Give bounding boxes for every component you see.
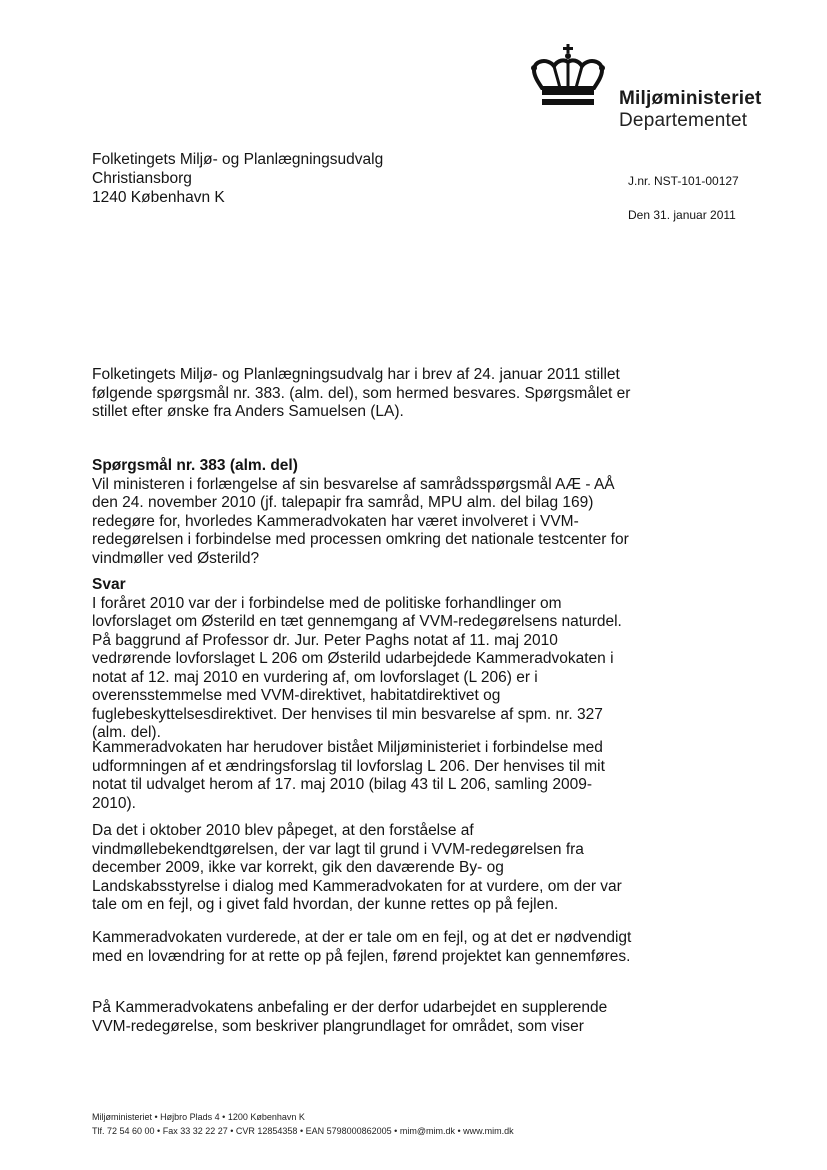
answer-paragraph-block [92, 739, 632, 813]
answer-paragraph: Da det i oktober 2010 blev påpeget, at den forståelse af vindmøllebekendtgørelsen, der var lagt til grund i VVM-redegørelsen fra december 2009, ikke var korrekt, gik den daværende By- og Landskabsstyrelse i dialog med Kammeradvokaten for at vurdere, om der var tale om en fejl, og i givet fald hvordan, der kunne rettes op på fejlen. [92, 822, 622, 913]
answer-paragraph-block [92, 999, 632, 1036]
footer [92, 1110, 514, 1138]
answer-paragraph: På Kammeradvokatens anbefaling er der derfor udarbejdet en supplerende VVM-redegørelse, som beskriver plangrundlaget for området, som viser [92, 999, 608, 1035]
question-text: Vil ministeren i forlængelse af sin besvarelse af samrådsspørgsmål AÆ - AÅ den 24. november 2010 (jf. talepapir fra samråd, MPU alm. del bilag 169) redegøre for, hvorledes Kammeradvokaten har været involveret i VVM-redegørelsen i forbindelse med processen omkring det nationale testcenter for vindmøller ved Østerild? [92, 475, 629, 567]
answer-paragraph-block [92, 822, 632, 915]
crown-logo [528, 44, 608, 110]
question-heading: Spørgsmål nr. 383 (alm. del) [92, 457, 298, 474]
intro-text: Folketingets Miljø- og Planlægningsudvalg har i brev af 24. januar 2011 stillet følgende spørgsmål nr. 383. (alm. del), som hermed besvares. Spørgsmålet er stillet efter ønske fra Anders Samuelsen (LA). [92, 366, 631, 420]
question-section [92, 457, 632, 568]
recipient-line: Folketingets Miljø- og Planlægningsudvalg [92, 151, 384, 168]
recipient-line: Christiansborg [92, 170, 192, 187]
recipient-line: 1240 København K [92, 189, 225, 206]
footer-contact: Tlf. 72 54 60 00 • Fax 33 32 22 27 • CVR 12854358 • EAN 5798000862005 • mim@mim.dk • www.mim.dk [92, 1126, 514, 1136]
ministry-name: Miljøministeriet [619, 88, 762, 109]
footer-address: Miljøministeriet • Højbro Plads 4 • 1200 København K [92, 1112, 305, 1122]
answer-paragraph: I foråret 2010 var der i forbindelse med de politiske forhandlinger om lovforslaget om Østerild en tæt gennemgang af VVM-redegørelsens naturdel. På baggrund af Professor dr. Jur. Peter Paghs notat af 11. maj 2010 vedrørende lovforslaget L 206 om Østerild udarbejdede Kammeradvokaten i notat af 12. maj 2010 en vurdering af, om lovforslaget (L 206) er i overensstemmelse med VVM-direktivet, habitatdirektivet og fuglebeskyttelsesdirektivet. Der henvises til min besvarelse af spm. nr. 327 (alm. del). [92, 594, 622, 741]
letterhead [619, 88, 762, 132]
answer-paragraph-block [92, 929, 632, 966]
answer-paragraph: Kammeradvokaten har herudover bistået Miljøministeriet i forbindelse med udformningen af et ændringsforslag til lovforslag L 206. Der henvises til mit notat til udvalget herom af 17. maj 2010 (bilag 43 til L 206, samling 2009-2010). [92, 739, 605, 812]
journal-number: J.nr. NST-101-00127 [628, 174, 739, 188]
recipient-address [92, 150, 383, 207]
letter-date: Den 31. januar 2011 [628, 208, 736, 222]
answer-paragraph: Kammeradvokaten vurderede, at der er tale om en fejl, og at det er nødvendigt med en lovændring for at rette op på fejlen, førend projektet kan gennemføres. [92, 929, 632, 965]
answer-section [92, 576, 632, 743]
intro-paragraph [92, 366, 632, 422]
answer-heading: Svar [92, 576, 126, 593]
department-name: Departementet [619, 110, 748, 131]
